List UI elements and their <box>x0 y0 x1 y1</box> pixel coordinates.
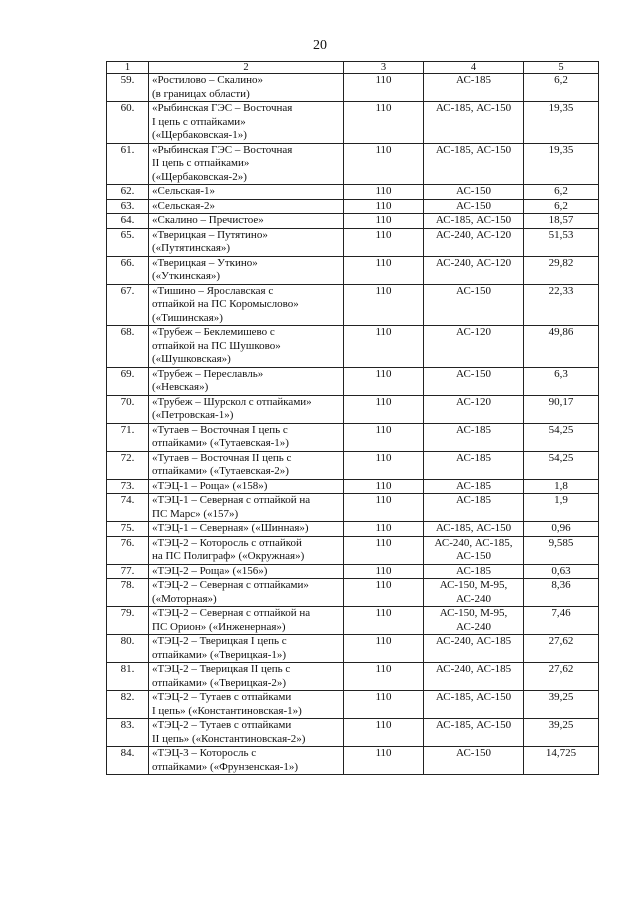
voltage-cell: 110 <box>344 102 424 144</box>
line-name-cell: «Рыбинская ГЭС – Восточная I цепь с отпайками» («Щербаковская-1») <box>149 102 344 144</box>
row-number-cell: 79. <box>107 607 149 635</box>
row-number-cell: 67. <box>107 284 149 326</box>
wire-type-cell: АС-150, М-95, АС-240 <box>424 607 524 635</box>
voltage-cell: 110 <box>344 564 424 579</box>
wire-type-cell: АС-185, АС-150 <box>424 719 524 747</box>
wire-type-cell: АС-240, АС-185 <box>424 635 524 663</box>
wire-type-cell: АС-240, АС-185 <box>424 663 524 691</box>
length-cell: 19,35 <box>524 102 599 144</box>
row-number-cell: 66. <box>107 256 149 284</box>
line-name-cell: «ТЭЦ-2 – Тутаев с отпайками II цепь» («Константиновская-2») <box>149 719 344 747</box>
wire-type-cell: АС-185 <box>424 494 524 522</box>
voltage-cell: 110 <box>344 284 424 326</box>
voltage-cell: 110 <box>344 256 424 284</box>
length-cell: 22,33 <box>524 284 599 326</box>
wire-type-cell: АС-150 <box>424 284 524 326</box>
length-cell: 49,86 <box>524 326 599 368</box>
row-number-cell: 73. <box>107 479 149 494</box>
table-row <box>107 719 599 747</box>
length-cell: 27,62 <box>524 663 599 691</box>
table-row <box>107 691 599 719</box>
line-name-cell: «ТЭЦ-1 – Северная» («Шинная») <box>149 522 344 537</box>
length-cell: 1,9 <box>524 494 599 522</box>
voltage-cell: 110 <box>344 367 424 395</box>
table-row <box>107 326 599 368</box>
row-number-cell: 59. <box>107 74 149 102</box>
table-row <box>107 564 599 579</box>
voltage-cell: 110 <box>344 479 424 494</box>
voltage-cell: 110 <box>344 607 424 635</box>
row-number-cell: 61. <box>107 143 149 185</box>
voltage-cell: 110 <box>344 74 424 102</box>
voltage-cell: 110 <box>344 214 424 229</box>
row-number-cell: 68. <box>107 326 149 368</box>
line-name-cell: «ТЭЦ-1 – Роща» («158») <box>149 479 344 494</box>
row-number-cell: 74. <box>107 494 149 522</box>
wire-type-cell: АС-185 <box>424 74 524 102</box>
line-name-cell: «Рыбинская ГЭС – Восточная II цепь с отпайками» («Щербаковская-2») <box>149 143 344 185</box>
length-cell: 90,17 <box>524 395 599 423</box>
row-number-cell: 69. <box>107 367 149 395</box>
length-cell: 0,63 <box>524 564 599 579</box>
row-number-cell: 80. <box>107 635 149 663</box>
row-number-cell: 77. <box>107 564 149 579</box>
line-name-cell: «Трубеж – Шурскол с отпайками» («Петровская-1») <box>149 395 344 423</box>
line-name-cell: «Трубеж – Переславль» («Невская») <box>149 367 344 395</box>
table-row <box>107 74 599 102</box>
length-cell: 54,25 <box>524 451 599 479</box>
voltage-cell: 110 <box>344 663 424 691</box>
table-row <box>107 367 599 395</box>
length-cell: 14,725 <box>524 747 599 775</box>
row-number-cell: 64. <box>107 214 149 229</box>
table-header <box>107 62 599 74</box>
voltage-cell: 110 <box>344 326 424 368</box>
line-name-cell: «ТЭЦ-2 – Тверицкая I цепь с отпайками» («Тверицкая-1») <box>149 635 344 663</box>
wire-type-cell: АС-120 <box>424 395 524 423</box>
wire-type-cell: АС-150 <box>424 367 524 395</box>
table-body <box>107 74 599 775</box>
wire-type-cell: АС-185 <box>424 479 524 494</box>
length-cell: 19,35 <box>524 143 599 185</box>
voltage-cell: 110 <box>344 228 424 256</box>
line-name-cell: «Трубеж – Беклемишево с отпайкой на ПС Шушково» («Шушковская») <box>149 326 344 368</box>
line-name-cell: «ТЭЦ-2 – Роща» («156») <box>149 564 344 579</box>
table-row <box>107 102 599 144</box>
wire-type-cell: АС-185 <box>424 423 524 451</box>
voltage-cell: 110 <box>344 747 424 775</box>
table-row <box>107 395 599 423</box>
voltage-cell: 110 <box>344 199 424 214</box>
voltage-cell: 110 <box>344 691 424 719</box>
line-name-cell: «ТЭЦ-2 – Тверицкая II цепь с отпайками» («Тверицкая-2») <box>149 663 344 691</box>
length-cell: 39,25 <box>524 691 599 719</box>
table-row <box>107 214 599 229</box>
column-header: 5 <box>524 62 599 74</box>
length-cell: 1,8 <box>524 479 599 494</box>
line-name-cell: «ТЭЦ-2 – Северная с отпайками» («Моторная») <box>149 579 344 607</box>
row-number-cell: 78. <box>107 579 149 607</box>
voltage-cell: 110 <box>344 579 424 607</box>
line-name-cell: «Ростилово – Скалино» (в границах области) <box>149 74 344 102</box>
voltage-cell: 110 <box>344 719 424 747</box>
wire-type-cell: АС-150 <box>424 199 524 214</box>
table-row <box>107 663 599 691</box>
line-name-cell: «ТЭЦ-2 – Тутаев с отпайками I цепь» («Константиновская-1») <box>149 691 344 719</box>
wire-type-cell: АС-185 <box>424 564 524 579</box>
wire-type-cell: АС-185, АС-150 <box>424 691 524 719</box>
length-cell: 27,62 <box>524 635 599 663</box>
row-number-cell: 76. <box>107 536 149 564</box>
row-number-cell: 83. <box>107 719 149 747</box>
line-name-cell: «Тутаев – Восточная II цепь с отпайками» («Тутаевская-2») <box>149 451 344 479</box>
wire-type-cell: АС-240, АС-185, АС-150 <box>424 536 524 564</box>
length-cell: 39,25 <box>524 719 599 747</box>
table-row <box>107 199 599 214</box>
table-row <box>107 747 599 775</box>
power-lines-table <box>106 61 599 775</box>
wire-type-cell: АС-150 <box>424 185 524 200</box>
voltage-cell: 110 <box>344 494 424 522</box>
voltage-cell: 110 <box>344 635 424 663</box>
wire-type-cell: АС-185, АС-150 <box>424 102 524 144</box>
wire-type-cell: АС-240, АС-120 <box>424 256 524 284</box>
length-cell: 0,96 <box>524 522 599 537</box>
table-row <box>107 635 599 663</box>
wire-type-cell: АС-185, АС-150 <box>424 214 524 229</box>
wire-type-cell: АС-185 <box>424 451 524 479</box>
length-cell: 9,585 <box>524 536 599 564</box>
row-number-cell: 65. <box>107 228 149 256</box>
voltage-cell: 110 <box>344 536 424 564</box>
table-row <box>107 284 599 326</box>
row-number-cell: 60. <box>107 102 149 144</box>
length-cell: 6,3 <box>524 367 599 395</box>
table-row <box>107 579 599 607</box>
line-name-cell: «Тутаев – Восточная I цепь с отпайками» («Тутаевская-1») <box>149 423 344 451</box>
line-name-cell: «Сельская-2» <box>149 199 344 214</box>
voltage-cell: 110 <box>344 143 424 185</box>
table-row <box>107 522 599 537</box>
line-name-cell: «Скалино – Пречистое» <box>149 214 344 229</box>
length-cell: 6,2 <box>524 185 599 200</box>
column-header: 3 <box>344 62 424 74</box>
line-name-cell: «Тверицкая – Путятино» («Путятинская») <box>149 228 344 256</box>
row-number-cell: 71. <box>107 423 149 451</box>
table-row <box>107 494 599 522</box>
page-number: 20 <box>313 38 327 53</box>
table-row <box>107 479 599 494</box>
wire-type-cell: АС-150 <box>424 747 524 775</box>
table-row <box>107 423 599 451</box>
length-cell: 7,46 <box>524 607 599 635</box>
table-row <box>107 228 599 256</box>
voltage-cell: 110 <box>344 395 424 423</box>
line-name-cell: «ТЭЦ-3 – Которосль с отпайками» («Фрунзенская-1») <box>149 747 344 775</box>
length-cell: 8,36 <box>524 579 599 607</box>
wire-type-cell: АС-150, М-95, АС-240 <box>424 579 524 607</box>
table-row <box>107 536 599 564</box>
wire-type-cell: АС-240, АС-120 <box>424 228 524 256</box>
length-cell: 6,2 <box>524 74 599 102</box>
wire-type-cell: АС-120 <box>424 326 524 368</box>
table-row <box>107 256 599 284</box>
row-number-cell: 84. <box>107 747 149 775</box>
row-number-cell: 81. <box>107 663 149 691</box>
length-cell: 54,25 <box>524 423 599 451</box>
row-number-cell: 72. <box>107 451 149 479</box>
table-row <box>107 451 599 479</box>
voltage-cell: 110 <box>344 522 424 537</box>
wire-type-cell: АС-185, АС-150 <box>424 143 524 185</box>
wire-type-cell: АС-185, АС-150 <box>424 522 524 537</box>
length-cell: 6,2 <box>524 199 599 214</box>
voltage-cell: 110 <box>344 423 424 451</box>
row-number-cell: 62. <box>107 185 149 200</box>
column-header: 1 <box>107 62 149 74</box>
line-name-cell: «ТЭЦ-2 – Которосль с отпайкой на ПС Полиграф» («Окружная») <box>149 536 344 564</box>
row-number-cell: 70. <box>107 395 149 423</box>
length-cell: 51,53 <box>524 228 599 256</box>
line-name-cell: «Сельская-1» <box>149 185 344 200</box>
row-number-cell: 63. <box>107 199 149 214</box>
table-row <box>107 185 599 200</box>
voltage-cell: 110 <box>344 185 424 200</box>
voltage-cell: 110 <box>344 451 424 479</box>
table-row <box>107 143 599 185</box>
line-name-cell: «ТЭЦ-2 – Северная с отпайкой на ПС Орион» («Инженерная») <box>149 607 344 635</box>
length-cell: 29,82 <box>524 256 599 284</box>
row-number-cell: 82. <box>107 691 149 719</box>
line-name-cell: «ТЭЦ-1 – Северная с отпайкой на ПС Марс» («157») <box>149 494 344 522</box>
column-header: 2 <box>149 62 344 74</box>
column-header: 4 <box>424 62 524 74</box>
length-cell: 18,57 <box>524 214 599 229</box>
table-row <box>107 607 599 635</box>
line-name-cell: «Тверицкая – Уткино» («Уткинская») <box>149 256 344 284</box>
row-number-cell: 75. <box>107 522 149 537</box>
line-name-cell: «Тишино – Ярославская с отпайкой на ПС Коромыслово» («Тишинская») <box>149 284 344 326</box>
